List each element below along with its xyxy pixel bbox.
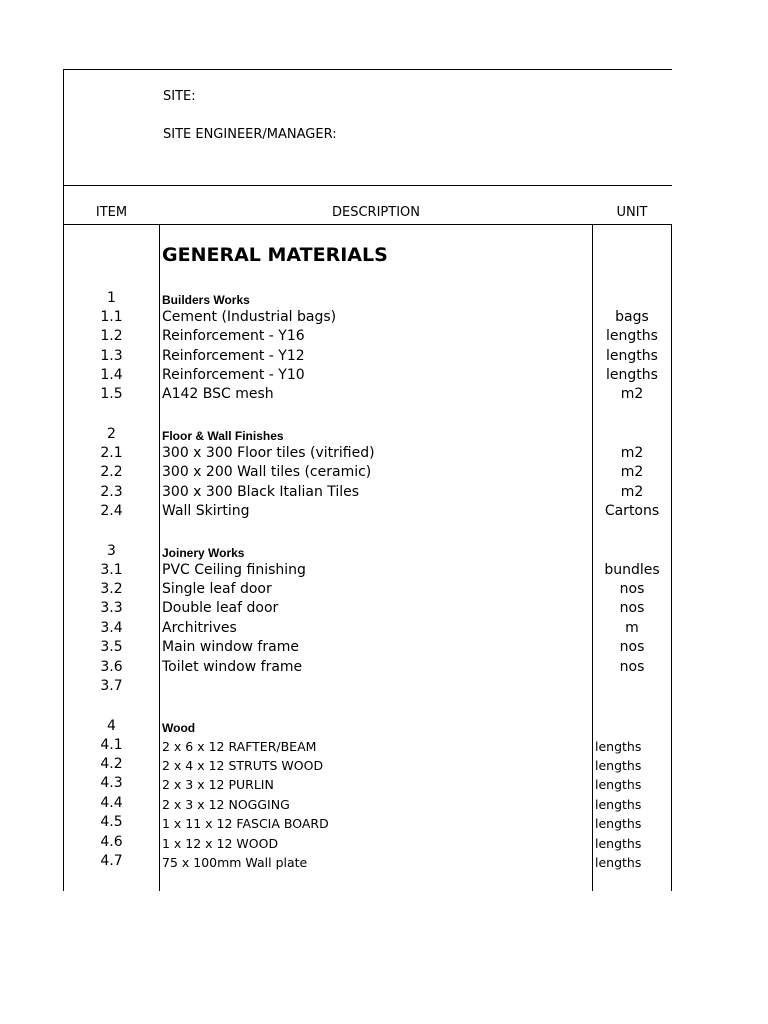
table-row — [0, 834, 672, 853]
item-number: 2.3 — [100, 484, 123, 500]
table-row — [0, 503, 672, 522]
item-number: 3.4 — [100, 620, 123, 636]
table-row — [0, 659, 672, 678]
section-heading: Wood — [162, 721, 196, 735]
item-description: PVC Ceiling finishing — [162, 562, 306, 578]
item-unit: Cartons — [604, 503, 660, 519]
item-description: Wall Skirting — [162, 503, 250, 519]
item-description: 2 x 6 x 12 RAFTER/BEAM — [162, 739, 317, 754]
item-number: 1.2 — [100, 328, 123, 344]
item-unit: lengths — [595, 777, 642, 792]
item-unit: lengths — [595, 836, 642, 851]
table-row — [0, 814, 672, 833]
table-row — [0, 756, 672, 775]
item-description: Double leaf door — [162, 600, 279, 616]
item-number: 4.4 — [100, 795, 123, 811]
item-description: Main window frame — [162, 639, 299, 655]
item-unit: lengths — [595, 739, 642, 754]
item-unit: bags — [615, 309, 649, 325]
table-row — [0, 464, 672, 483]
table-row — [0, 367, 672, 386]
table-row — [0, 386, 672, 405]
site-label: SITE: — [163, 89, 196, 104]
item-unit: nos — [619, 659, 645, 675]
item-description: Reinforcement - Y12 — [162, 348, 305, 364]
item-description: 2 x 3 x 12 NOGGING — [162, 797, 290, 812]
item-number: 4.1 — [100, 737, 123, 753]
table-row — [0, 445, 672, 464]
table-row — [0, 620, 672, 639]
item-unit: lengths — [595, 816, 642, 831]
item-description: Cement (Industrial bags) — [162, 309, 337, 325]
item-description: 1 x 12 x 12 WOOD — [162, 836, 279, 851]
item-unit: lengths — [606, 348, 658, 364]
table-row — [0, 581, 672, 600]
item-number: 3 — [107, 543, 116, 559]
table-row — [0, 795, 672, 814]
section-title: GENERAL MATERIALS — [162, 244, 388, 266]
top-border — [63, 69, 672, 70]
item-number: 3.6 — [100, 659, 123, 675]
item-unit: lengths — [595, 855, 642, 870]
section-heading: Builders Works — [162, 293, 250, 307]
item-unit: m2 — [620, 386, 644, 402]
item-description: 2 x 3 x 12 PURLIN — [162, 777, 274, 792]
item-number: 2.1 — [100, 445, 123, 461]
table-row — [0, 309, 672, 328]
item-number: 3.7 — [100, 678, 123, 694]
section-heading: Joinery Works — [162, 546, 245, 560]
item-number: 3.5 — [100, 639, 123, 655]
item-number: 1.3 — [100, 348, 123, 364]
table-row — [0, 775, 672, 794]
column-header-unit: UNIT — [616, 205, 648, 220]
item-unit: lengths — [606, 328, 658, 344]
item-description: A142 BSC mesh — [162, 386, 274, 402]
site-engineer-label: SITE ENGINEER/MANAGER: — [163, 127, 337, 142]
item-description: 2 x 4 x 12 STRUTS WOOD — [162, 758, 324, 773]
item-number: 1.4 — [100, 367, 123, 383]
item-unit: nos — [619, 581, 645, 597]
item-number: 4.2 — [100, 756, 123, 772]
item-unit: lengths — [595, 758, 642, 773]
section-row — [0, 426, 672, 445]
table-row — [0, 853, 672, 872]
item-number: 1 — [107, 290, 116, 306]
item-unit: m — [625, 620, 639, 636]
column-header-divider — [63, 224, 672, 225]
item-number: 2.4 — [100, 503, 123, 519]
item-description: Reinforcement - Y16 — [162, 328, 305, 344]
item-number: 3.2 — [100, 581, 123, 597]
column-header-item: ITEM — [95, 205, 128, 220]
item-description: Architrives — [162, 620, 237, 636]
item-unit: nos — [619, 639, 645, 655]
section-heading: Floor & Wall Finishes — [162, 429, 284, 443]
item-number: 4 — [107, 718, 116, 734]
item-number: 2 — [107, 426, 116, 442]
item-number: 4.7 — [100, 853, 123, 869]
item-description: 300 x 200 Wall tiles (ceramic) — [162, 464, 372, 480]
column-header-description: DESCRIPTION — [332, 205, 420, 220]
section-row — [0, 290, 672, 309]
item-number: 2.2 — [100, 464, 123, 480]
item-number: 4.3 — [100, 775, 123, 791]
item-description: Toilet window frame — [162, 659, 303, 675]
table-row — [0, 484, 672, 503]
item-description: 300 x 300 Black Italian Tiles — [162, 484, 360, 500]
item-unit: lengths — [595, 797, 642, 812]
item-number: 3.3 — [100, 600, 123, 616]
table-row — [0, 328, 672, 347]
item-unit: m2 — [620, 445, 644, 461]
table-row — [0, 639, 672, 658]
item-description: 300 x 300 Floor tiles (vitrified) — [162, 445, 375, 461]
item-description: 75 x 100mm Wall plate — [162, 855, 308, 870]
item-unit: m2 — [620, 464, 644, 480]
item-number: 4.6 — [100, 834, 123, 850]
table-row — [0, 348, 672, 367]
item-number: 3.1 — [100, 562, 123, 578]
item-description: Reinforcement - Y10 — [162, 367, 305, 383]
table-row — [0, 678, 672, 697]
table-row — [0, 562, 672, 581]
table-row — [0, 600, 672, 619]
item-unit: m2 — [620, 484, 644, 500]
item-unit: bundles — [604, 562, 660, 578]
item-description: 1 x 11 x 12 FASCIA BOARD — [162, 816, 329, 831]
item-description: Single leaf door — [162, 581, 272, 597]
table-row — [0, 737, 672, 756]
section-row — [0, 718, 672, 737]
item-unit: nos — [619, 600, 645, 616]
section-row — [0, 543, 672, 562]
item-unit: lengths — [606, 367, 658, 383]
item-number: 1.5 — [100, 386, 123, 402]
item-number: 1.1 — [100, 309, 123, 325]
item-number: 4.5 — [100, 814, 123, 830]
header-divider — [63, 185, 672, 186]
